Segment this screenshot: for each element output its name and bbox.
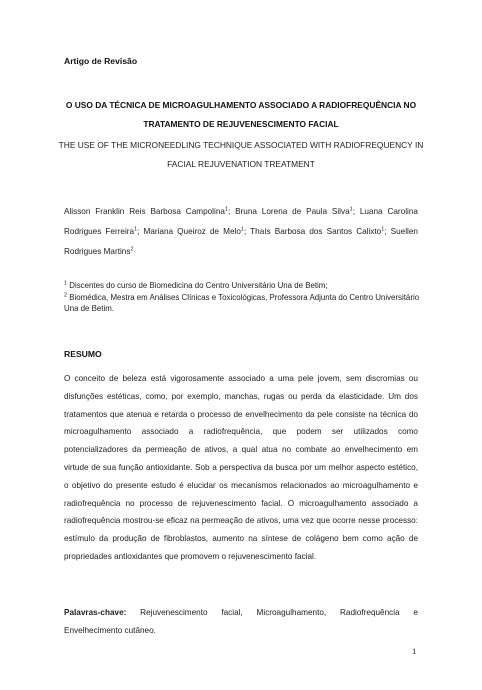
author-affiliation-marker: 1 xyxy=(381,226,385,233)
author-name: Bruna Lorena de Paula Silva xyxy=(235,207,350,216)
keywords-label: Palavras-chave: xyxy=(64,608,127,617)
affiliation-item xyxy=(64,292,420,315)
article-type-label: Artigo de Revisão xyxy=(64,56,138,66)
author-list xyxy=(64,202,418,262)
author-name: Thaís Barbosa dos Santos Calixto xyxy=(250,227,382,236)
author-separator: ; xyxy=(384,227,391,236)
title-english: THE USE OF THE MICRONEEDLING TECHNIQUE ASSOCIATED WITH RADIOFREQUENCY IN FACIAL REJUVENATION TREATMENT xyxy=(58,140,424,169)
affiliations xyxy=(64,280,420,315)
page-number: 1 xyxy=(412,646,417,656)
affiliation-number: 1 xyxy=(64,280,68,287)
affiliation-number: 2 xyxy=(64,291,68,298)
author-name: Luana Carolina Rodrigues Ferreira xyxy=(64,207,418,236)
author-name: Alisson Franklin Reis Barbosa Campolina xyxy=(64,207,225,216)
keywords xyxy=(64,604,418,639)
author xyxy=(250,227,390,236)
author-name: Mariana Queiroz de Melo xyxy=(143,227,241,236)
author-affiliation-marker: 1 xyxy=(240,226,244,233)
abstract-heading: RESUMO xyxy=(64,349,102,359)
author-separator: ; xyxy=(227,207,236,216)
author xyxy=(64,207,235,216)
keywords-text: Rejuvenescimento facial, Microagulhamento, Radiofrequência e Envelhecimento cutâneo. xyxy=(64,608,418,635)
title-portuguese: O USO DA TÉCNICA DE MICROAGULHAMENTO ASSOCIADO A RADIOFREQUÊNCIA NO TRATAMENTO DE REJUVENESCIMENTO FACIAL xyxy=(65,100,417,129)
author-affiliation-marker: 2 xyxy=(130,246,134,253)
author-affiliation-marker: 1 xyxy=(134,226,138,233)
affiliation-text: Biomédica, Mestra em Análises Clínicas e Toxicológicas, Professora Adjunta do Centro Universitário Una de Betim. xyxy=(64,292,420,313)
author-affiliation-marker: 1 xyxy=(224,206,228,213)
author xyxy=(235,207,360,216)
abstract-body: O conceito de beleza está vigorosamente associado a uma pele jovem, sem discromias ou disfunções estéticas, como, por exemplo, manchas, rugas ou perda da elasticidade. Um dos tratamentos que atenua e retarda o processo de envelhecimento da pele consiste na técnica do microagulhamento associado a radiofrequência, que podem ser utilizados como potencializadores da permeação de ativos, a qual atua no combate ao envelhecimento em virtude de sua função antioxidante. Sob a perspectiva da busca por um melhor aspecto estético, o objetivo do presente estudo é elucidar os mecanismos relacionados ao microagulhamento e radiofrequência no processo de rejuvenescimento facial. O microagulhamento associado a radiofrequência mostrou-se eficaz na permeação de ativos, uma vez que ocorre nesse processo: estímulo da produção de fibroblastos, aumento na síntese de colágeno bem como ação de propriedades antioxidantes que promovem o rejuvenescimento facial. xyxy=(64,374,418,561)
affiliation-text: Discentes do curso de Biomedicina do Centro Universitário Una de Betim; xyxy=(67,281,328,290)
affiliation-item xyxy=(64,280,420,292)
author-separator: ; xyxy=(243,227,251,236)
author-separator: ; xyxy=(137,227,144,236)
author-affiliation-marker: 1 xyxy=(349,206,353,213)
author-name: Suellen Rodrigues Martins xyxy=(64,227,418,256)
author-separator: ; xyxy=(352,207,360,216)
author xyxy=(144,227,251,236)
